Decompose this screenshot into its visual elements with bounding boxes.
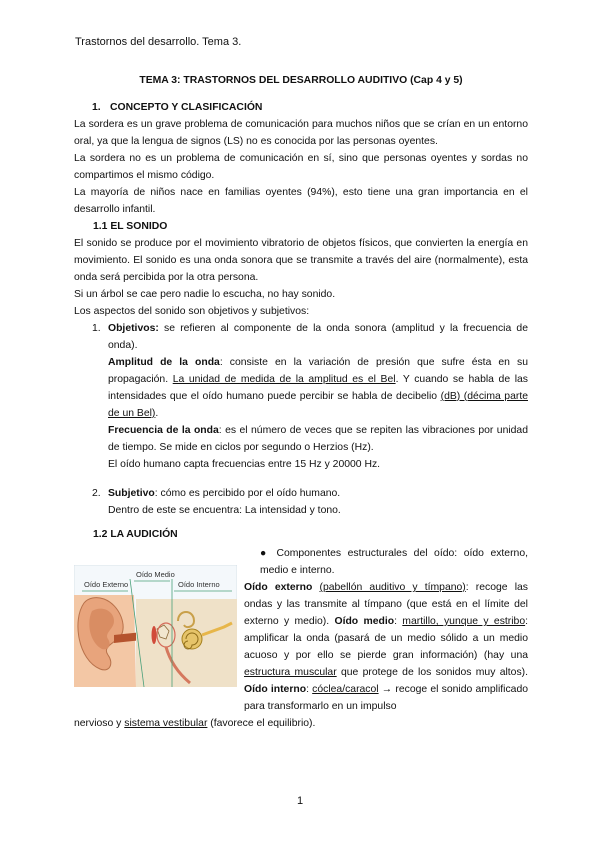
text-run: que protege de los sonidos muy altos). [336,667,528,678]
eardrum [152,626,157,644]
term-label: Objetivos: [108,323,159,334]
section-heading [74,99,528,116]
text-run: : cómo es percibido por el oído humano. [154,488,341,499]
list-item-text [108,320,528,354]
list-item-text [108,485,528,502]
underlined-text: La unidad de medida de la amplitud es el Bel [172,374,396,385]
text-run: : consiste en la variación de presión que sufre ésta en su propagación. [108,357,528,385]
figure-label-internal: Oído Interno [178,580,220,589]
list-marker: 2. [92,488,101,499]
figure-label-external: Oído Externo [84,580,129,589]
term-label: Oído medio [334,616,395,627]
document-body [74,72,528,732]
list-item-text: El oído humano capta frecuencias entre 15 Hz y 20000 Hz. [108,459,381,470]
term-label: Oído interno [244,684,307,695]
list-item [74,485,528,519]
bullet-item: ● Componentes estructurales del oído: oído externo, medio e interno. [260,548,528,576]
underlined-text: cóclea/caracol [312,684,379,695]
text-run: se refieren al componente de la onda sonora (amplitud y la frecuencia de onda). [108,323,528,351]
paragraph: La sordera no es un problema de comunicación en sí, sino que personas oyentes y sordas no compartimos el mismo código. [74,153,528,181]
section-heading-text: CONCEPTO Y CLASIFICACIÓN [110,102,263,113]
term-label: Subjetivo [108,488,155,499]
running-header: Trastornos del desarrollo. Tema 3. [75,36,242,48]
list-item-text [108,354,528,422]
underlined-text: sistema vestibular [124,718,208,729]
paragraph: La sordera es un grave problema de comunicación para muchos niños que se crían en un entorno oral, ya que la lengua de signos (LS) no es conocida por las personas oyentes. [74,119,528,147]
list-marker: 1. [92,323,101,334]
paragraph: La mayoría de niños nace en familias oyentes (94%), esto tiene una gran importancia en el desarrollo infantil. [74,187,528,215]
section-number: 1. [92,102,101,113]
paragraph: El sonido se produce por el movimiento vibratorio de objetos físicos, que convierten la energía en movimiento. El sonido es una onda sonora que se transmite a través del aire (normalmente), esta onda será percibida por la otra persona. [74,238,528,283]
underlined-text: estructura muscular [244,667,337,678]
ear-anatomy-figure [74,565,237,687]
text-run: : es el número de veces que se repiten las vibraciones por unidad de tiempo. Se mide en ciclos por segundo o Herzios (Hz). [108,425,528,453]
paragraph: Oído externo (pabellón auditivo y tímpano): recoge las ondas y las transmite al tímpano (que está en el límite del externo y medio). Oído medio: martillo, yunque y estribo: amplificar la onda (pasará de un medio sólido a un medio acuoso y por ello se pierde gran información) (hay una estructura muscular que protege de los sonidos muy altos). Oído interno: cóclea/caracol → recoge el sonido amplificado para transformarlo en un impulso [244,582,529,712]
numbered-list [74,320,528,519]
text-run: → recoge el sonido amplificado para transformarlo en un impulso [244,684,529,712]
subsection-heading: 1.2 LA AUDICIÓN [93,529,178,540]
audition-text [244,545,528,715]
underlined-text: martillo, yunque y estribo [402,616,526,627]
text-run: : amplificar la onda (pasará de un medio sólido a un medio acuoso y por ello se pierde gran información) (hay una [244,616,528,661]
text-run: . [155,408,159,419]
term-label: Oído externo [244,582,313,593]
term-label: Amplitud de la onda [108,357,220,368]
list-item-text: Dentro de este se encuentra: La intensidad y tono. [108,505,341,516]
paragraph [74,715,528,732]
paragraph: Si un árbol se cae pero nadie lo escucha, no hay sonido. [74,289,336,300]
text-run: (favorece el equilibrio). [207,718,316,729]
term-label: Frecuencia de la onda [108,425,219,436]
audition-section [74,545,528,732]
text-run: nervioso y [74,718,125,729]
document-title: TEMA 3: TRASTORNOS DEL DESARROLLO AUDITIVO (Cap 4 y 5) [139,75,463,86]
underlined-text: (pabellón auditivo y tímpano) [319,582,466,593]
list-item [74,320,528,473]
text-run: . Y cuando se habla de las intensidades que el oído humano puede percibir se habla de decibelio [108,374,528,402]
page-number: 1 [296,795,304,807]
figure-label-middle: Oído Medio [136,570,175,579]
subsection-heading: 1.1 EL SONIDO [93,221,168,232]
list-item-text [108,422,528,456]
underlined-text: (dB) (décima parte de un Bel) [108,391,528,419]
text-run: : recoge las ondas y las transmite al tímpano (que está en el límite del externo y medio). [244,582,528,627]
paragraph: Los aspectos del sonido son objetivos y subjetivos: [74,306,310,317]
